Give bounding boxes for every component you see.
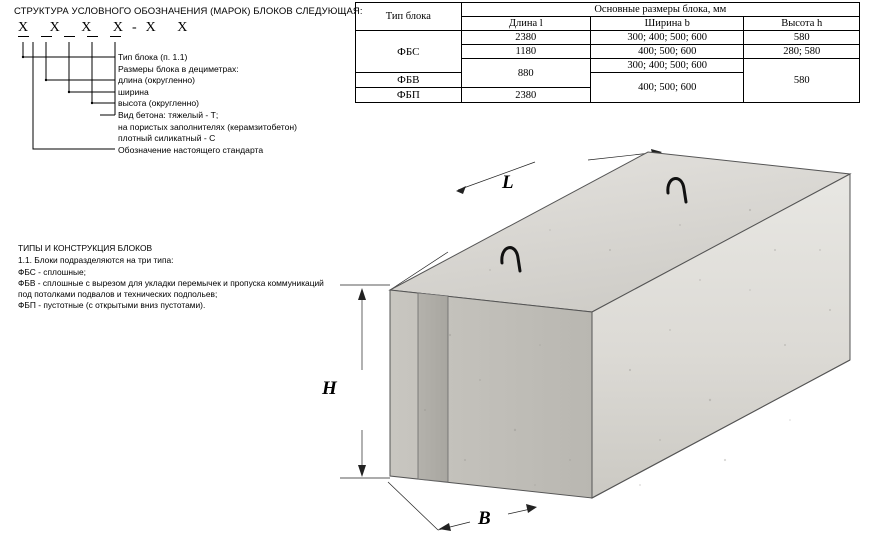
marking-code: X X X X-X X xyxy=(18,20,197,35)
header-length: Длина l xyxy=(461,17,590,31)
block-isometric-svg xyxy=(330,130,870,544)
marking-structure-block xyxy=(14,6,363,38)
block-types-line: 1.1. Блоки подразделяются на три типа: xyxy=(18,255,174,266)
legend-item: Вид бетона: тяжелый - Т; xyxy=(118,109,219,120)
cell-length: 2380 xyxy=(461,88,590,103)
block-types-line: ФБП - пустотные (с открытыми вниз пустотами). xyxy=(18,300,206,311)
cell-length: 2380 xyxy=(461,31,590,45)
legend-item: Обозначение настоящего стандарта xyxy=(118,144,264,155)
cell-width: 400; 500; 600 xyxy=(590,73,744,103)
cell-height: 580 xyxy=(744,31,860,45)
dimension-label-length: L xyxy=(502,172,514,193)
cell-block-type: ФБС xyxy=(356,31,462,73)
foundation-block-drawing xyxy=(322,130,870,544)
header-main-dimensions: Основные размеры блока, мм xyxy=(461,3,859,17)
header-block-type: Тип блока xyxy=(356,3,462,31)
cell-width: 300; 400; 500; 600 xyxy=(590,31,744,45)
cell-block-type: ФБП xyxy=(356,88,462,103)
legend-item: длина (округленно) xyxy=(118,75,195,86)
cell-width: 400; 500; 600 xyxy=(590,45,744,59)
block-types-line: ФБС - сплошные; xyxy=(18,266,86,277)
block-types-line: под потолками подвалов и технических подпольев; xyxy=(18,289,218,300)
block-types-line: ФБВ - сплошные с вырезом для укладки перемычек и пропуска коммуникаций xyxy=(18,277,324,288)
legend-item: на пористых заполнителях (керамзитобетон) xyxy=(118,121,298,132)
marking-legend-list xyxy=(118,52,297,156)
legend-item: ширина xyxy=(118,86,149,97)
header-height: Высота h xyxy=(744,17,860,31)
table-row xyxy=(356,31,860,45)
cell-block-type: ФБВ xyxy=(356,73,462,88)
legend-item: Размеры блока в дециметрах: xyxy=(118,63,239,74)
legend-item: плотный силикатный - С xyxy=(118,133,216,144)
dimension-label-height: H xyxy=(322,378,337,399)
block-types-section xyxy=(18,243,358,312)
cell-height: 580 xyxy=(744,59,860,103)
block-notch-face xyxy=(418,293,448,482)
cell-width: 300; 400; 500; 600 xyxy=(590,59,744,73)
cell-length: 1180 xyxy=(461,45,590,59)
block-dimensions-table xyxy=(355,2,860,103)
marking-code-underlines xyxy=(18,36,126,38)
header-width: Ширина b xyxy=(590,17,744,31)
block-types-heading: ТИПЫ И КОНСТРУКЦИЯ БЛОКОВ xyxy=(18,243,153,253)
legend-item: высота (округленно) xyxy=(118,98,199,109)
legend-item: Тип блока (п. 1.1) xyxy=(118,52,188,62)
table-header-row xyxy=(356,3,860,17)
cell-height: 280; 580 xyxy=(744,45,860,59)
marking-structure-title: СТРУКТУРА УСЛОВНОГО ОБОЗНАЧЕНИЯ (МАРОК) БЛОКОВ СЛЕДУЮЩАЯ: xyxy=(14,6,363,17)
dimension-label-width: B xyxy=(478,508,491,529)
cell-length: 880 xyxy=(461,59,590,88)
